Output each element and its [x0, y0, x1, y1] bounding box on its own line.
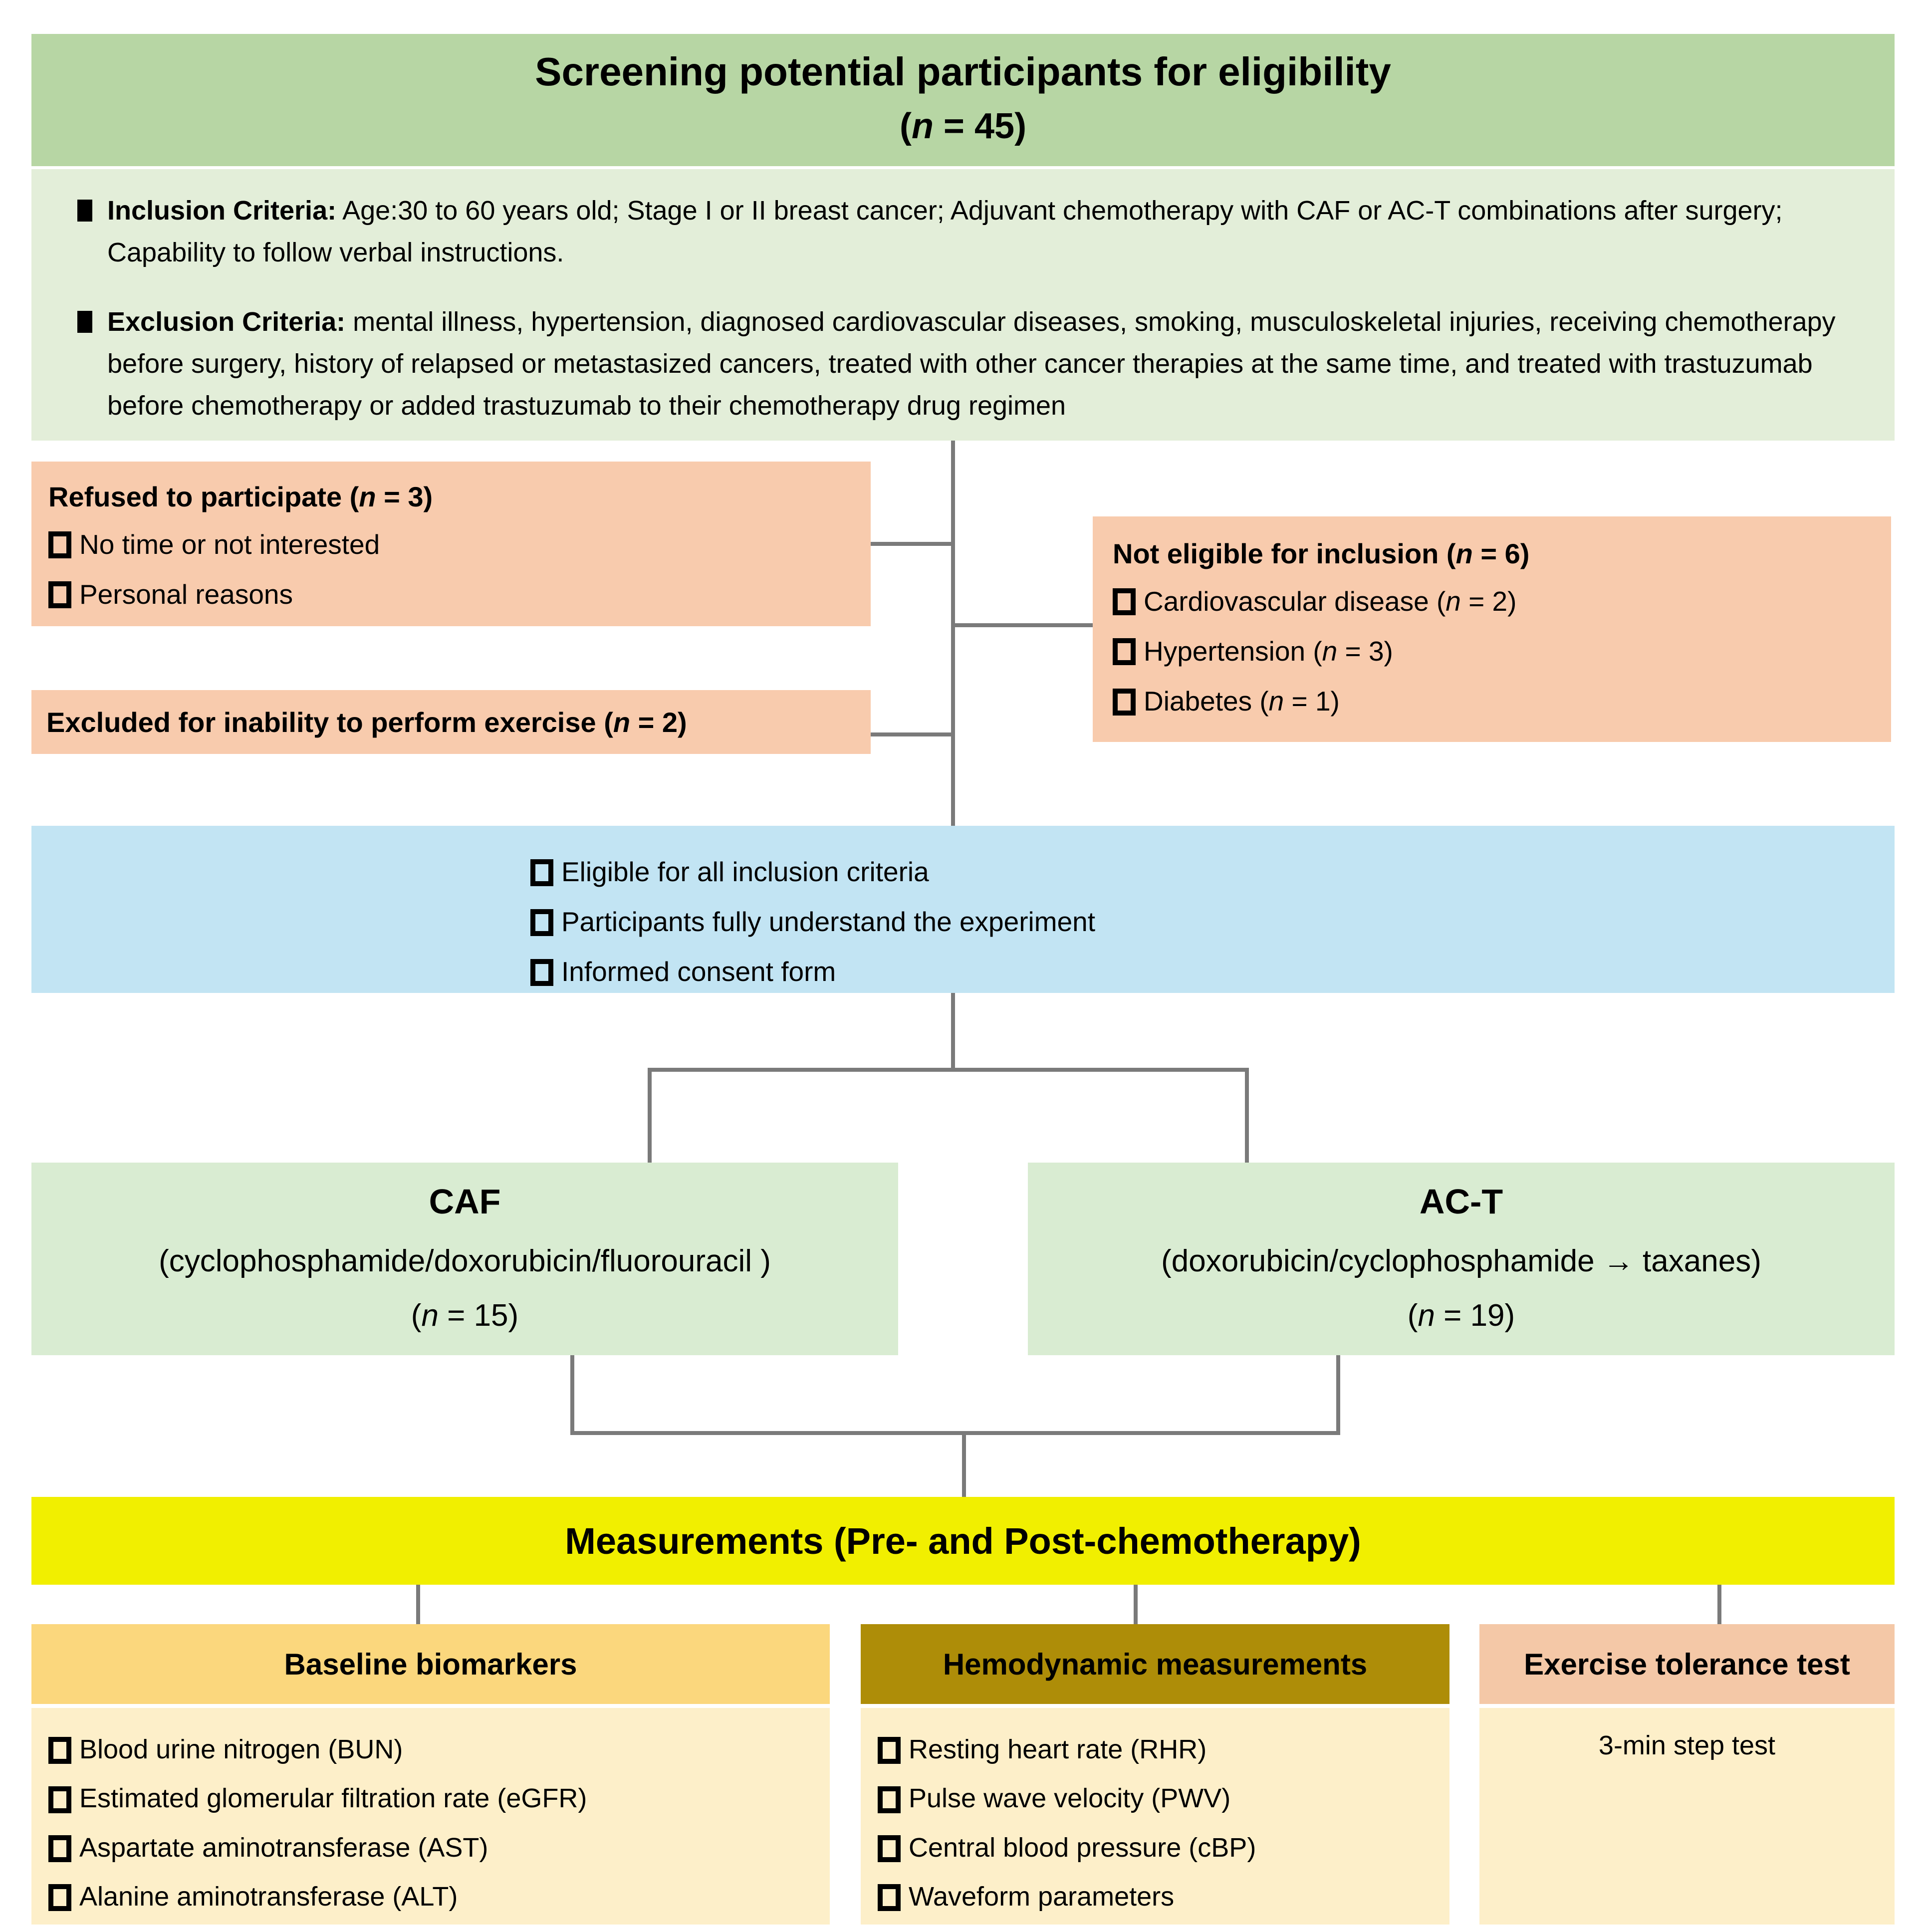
- list-item: Waveform parameters: [878, 1872, 1440, 1921]
- act-n: (n = 19): [1407, 1298, 1515, 1333]
- act-regimen: (doxorubicin/cyclophosphamide → taxanes): [1161, 1244, 1761, 1278]
- exercise-body: [1479, 1708, 1895, 1925]
- checkbox-icon: [48, 1884, 71, 1911]
- list-item: Hypertension (n = 3): [1113, 626, 1879, 676]
- excluded-exercise-title: Excluded for inability to perform exercise (n = 2): [46, 706, 687, 738]
- checkbox-icon: [48, 1786, 71, 1813]
- list-item: Personal reasons: [48, 569, 859, 619]
- checkbox-icon: [1113, 638, 1136, 665]
- hemodynamic-body: [861, 1708, 1449, 1925]
- exercise-header: Exercise tolerance test: [1479, 1624, 1895, 1704]
- inclusion-label: Inclusion Criteria:: [107, 196, 337, 226]
- checkbox-icon: [1113, 689, 1136, 716]
- list-item: Participants fully understand the experiment: [530, 897, 1895, 947]
- connector-line: [951, 993, 955, 1072]
- eligibility-box: [31, 826, 1895, 993]
- caf-n: (n = 15): [411, 1298, 519, 1333]
- caf-regimen: (cyclophosphamide/doxorubicin/fluorouracil ): [159, 1244, 771, 1278]
- connector-line: [871, 732, 953, 736]
- checkbox-icon: [530, 959, 553, 986]
- connector-line: [416, 1585, 420, 1626]
- criteria-box: [31, 169, 1895, 441]
- connector-line: [953, 623, 1093, 627]
- connector-line: [1245, 1068, 1249, 1163]
- exercise-item: 3-min step test: [1598, 1730, 1776, 1760]
- inclusion-criteria: [77, 190, 1867, 273]
- connector-line: [951, 441, 955, 826]
- list-item: Aspartate aminotransferase (AST): [48, 1823, 820, 1872]
- connector-line: [962, 1435, 966, 1498]
- connector-line: [1336, 1355, 1340, 1435]
- hemodynamic-header: Hemodynamic measurements: [861, 1624, 1449, 1704]
- screening-n: (n = 45): [899, 106, 1027, 146]
- measurements-banner: [31, 1497, 1895, 1585]
- exclusion-label: Exclusion Criteria:: [107, 307, 346, 337]
- refused-box: [31, 462, 871, 626]
- connector-line: [1134, 1585, 1138, 1626]
- measurements-title: Measurements (Pre- and Post-chemotherapy): [565, 1520, 1361, 1562]
- connector-line: [1717, 1585, 1721, 1626]
- checkbox-icon: [878, 1884, 901, 1911]
- exclusion-criteria: [77, 301, 1867, 427]
- connector-line: [871, 542, 953, 546]
- checkbox-icon: [48, 1835, 71, 1862]
- not-eligible-box: [1093, 516, 1891, 742]
- not-eligible-title: Not eligible for inclusion (n = 6): [1113, 538, 1530, 569]
- caf-name: CAF: [429, 1182, 501, 1221]
- list-item: Estimated glomerular filtration rate (eGFR): [48, 1774, 820, 1823]
- list-item: Pulse wave velocity (PWV): [878, 1774, 1440, 1823]
- list-item: Diabetes (n = 1): [1113, 676, 1879, 726]
- connector-line: [648, 1068, 1249, 1072]
- list-item: Blood urine nitrogen (BUN): [48, 1725, 820, 1774]
- checkbox-icon: [530, 909, 553, 936]
- connector-line: [570, 1431, 1340, 1435]
- screening-title: Screening potential participants for eligibility: [535, 49, 1391, 94]
- list-item: Eligible for all inclusion criteria: [530, 847, 1895, 897]
- list-item: No time or not interested: [48, 519, 859, 569]
- inclusion-text: Age:30 to 60 years old; Stage I or II breast cancer; Adjuvant chemotherapy with CAF or AC-T combinations after surgery; Capability to follow verbal instructions.: [107, 196, 1783, 267]
- refused-title: Refused to participate (n = 3): [48, 481, 433, 512]
- screening-box: [31, 34, 1895, 166]
- excluded-exercise-box: [31, 690, 871, 754]
- biomarkers-body: [31, 1708, 830, 1925]
- act-group-box: [1028, 1163, 1895, 1355]
- bullet-icon: [77, 311, 92, 333]
- exclusion-text: mental illness, hypertension, diagnosed cardiovascular diseases, smoking, musculoskeletal injuries, receiving chemotherapy before surgery, history of relapsed or metastasized cancers, treated with other cancer therapies at the same time, and treated with trastuzumab before chemotherapy or added trastuzumab to their chemotherapy drug regimen: [107, 307, 1836, 421]
- checkbox-icon: [878, 1786, 901, 1813]
- biomarkers-header: Baseline biomarkers: [31, 1624, 830, 1704]
- list-item: Cardiovascular disease (n = 2): [1113, 576, 1879, 626]
- list-item: Central blood pressure (cBP): [878, 1823, 1440, 1872]
- list-item: Alanine aminotransferase (ALT): [48, 1872, 820, 1921]
- caf-group-box: [31, 1163, 898, 1355]
- list-item: Informed consent form: [530, 947, 1895, 996]
- list-item: Resting heart rate (RHR): [878, 1725, 1440, 1774]
- bullet-icon: [77, 200, 92, 222]
- act-name: AC-T: [1419, 1182, 1503, 1221]
- checkbox-icon: [878, 1737, 901, 1764]
- connector-line: [648, 1068, 652, 1163]
- checkbox-icon: [878, 1835, 901, 1862]
- checkbox-icon: [48, 1737, 71, 1764]
- connector-line: [570, 1355, 574, 1435]
- checkbox-icon: [1113, 588, 1136, 615]
- checkbox-icon: [48, 531, 71, 558]
- checkbox-icon: [48, 581, 71, 608]
- checkbox-icon: [530, 859, 553, 886]
